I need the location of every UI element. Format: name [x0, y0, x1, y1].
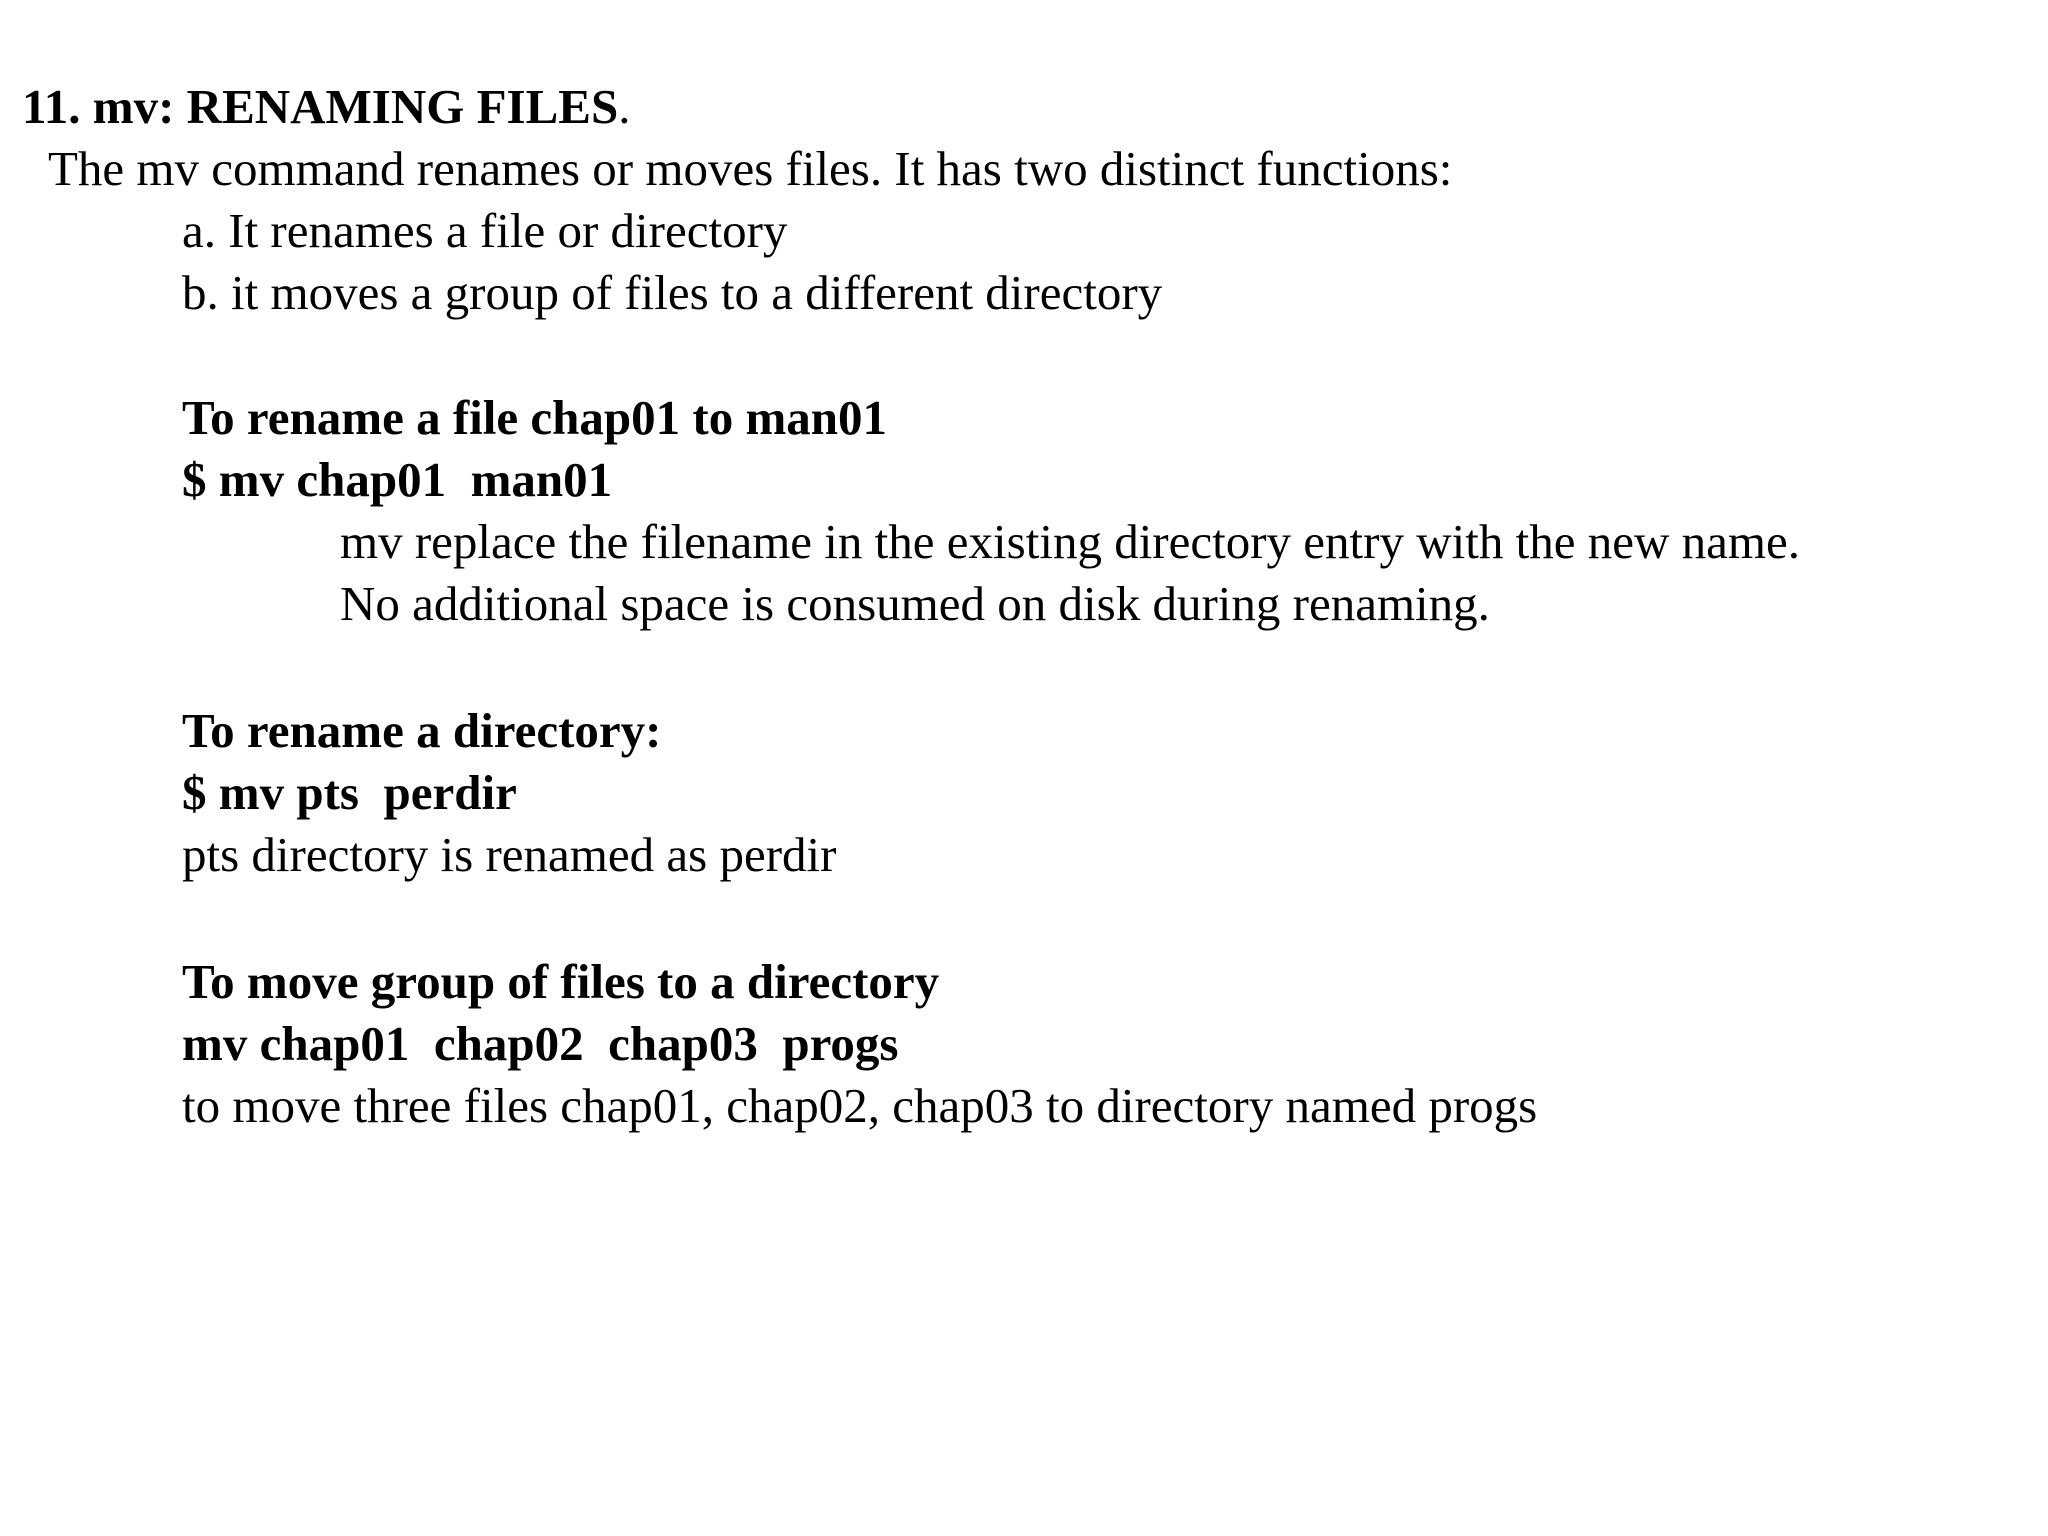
intro-paragraph: The mv command renames or moves files. It has two distinct functions:: [48, 141, 1453, 196]
section-heading-text: 11. mv: RENAMING FILES: [22, 79, 619, 134]
function-item-a: a. It renames a file or directory: [182, 203, 788, 258]
rename-directory-command: $ mv pts perdir: [182, 765, 517, 820]
rename-directory-heading: To rename a directory:: [182, 703, 662, 758]
move-files-note: to move three files chap01, chap02, chap03 to directory named progs: [182, 1078, 1538, 1133]
rename-directory-note: pts directory is renamed as perdir: [182, 827, 837, 882]
move-files-command: mv chap01 chap02 chap03 progs: [182, 1016, 899, 1071]
section-heading-period: .: [618, 79, 631, 134]
section-heading: [22, 76, 630, 138]
move-files-heading: To move group of files to a directory: [182, 954, 940, 1009]
rename-file-heading: To rename a file chap01 to man01: [182, 390, 888, 445]
rename-file-note-2: No additional space is consumed on disk during renaming.: [340, 576, 1490, 631]
function-item-b: b. it moves a group of files to a different directory: [182, 265, 1163, 320]
rename-file-note-1: mv replace the filename in the existing directory entry with the new name.: [340, 514, 1800, 569]
rename-file-command: $ mv chap01 man01: [182, 452, 613, 507]
